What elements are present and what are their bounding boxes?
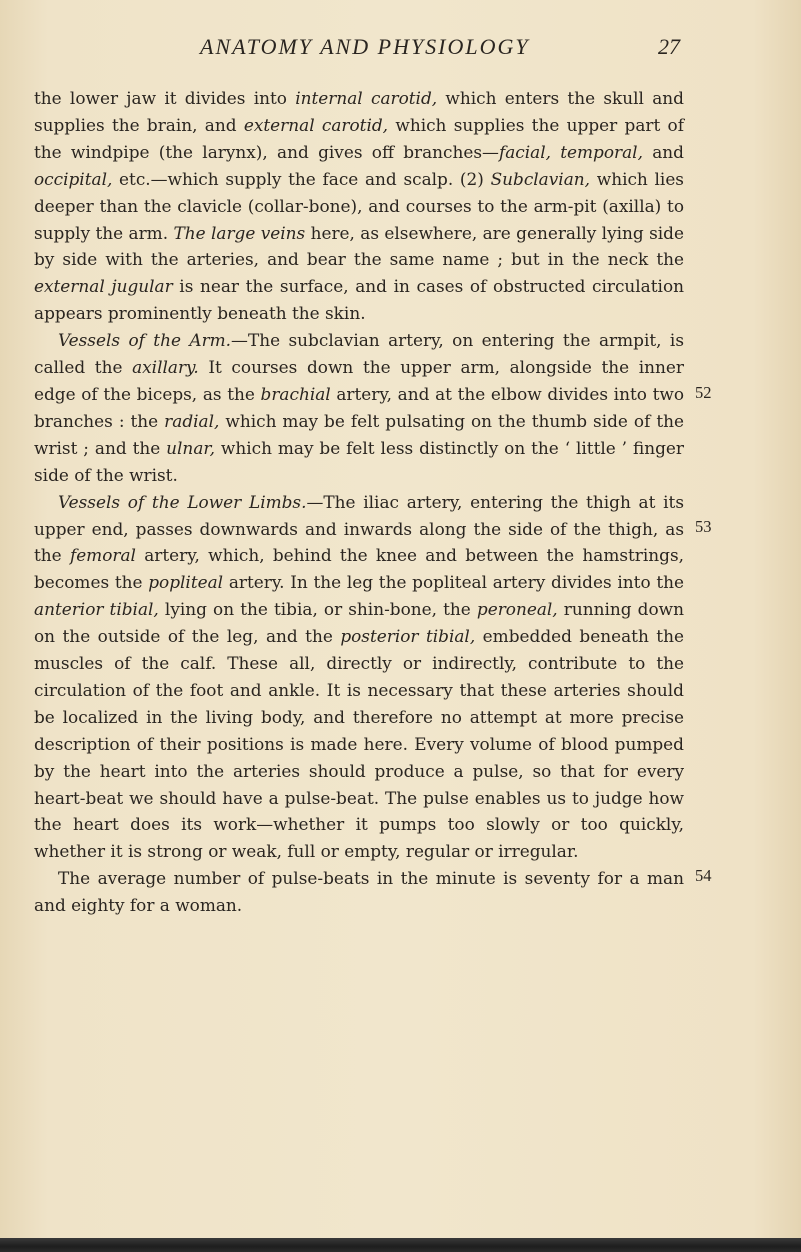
paragraph-vessels-of-lower-limbs: Vessels of the Lower Limbs.—The iliac artery, entering the thigh at its upper end, passes downwards and inwards along the side of the thigh, as the femoral artery, which, behind the knee and between the hamstrings, becomes the popliteal artery. In the leg the popliteal artery divides into the anterior tibial, lying on the tibia, or shin-bone, the peroneal, running down on the outside of the leg, and the posterior tibial, embedded beneath the muscles of the calf. These all, directly or indirectly, contribute to the circulation of the foot and ankle. It is necessary that these arteries should be localized in the living body, and therefore no attempt at more precise description of their positions is made here. Every volume of blood pumped by the heart into the arteries should produce a pulse, so that for every heart-beat we should have a pulse-beat. The pulse enables us to judge how the heart does its work—whether it pumps too slowly or too quickly, whether it is strong or weak, full or empty, regular or irregular. — [34, 491, 685, 862]
paragraph-vessels-of-arm: Vessels of the Arm.—The subclavian artery, on entering the armpit, is called the axillary. It courses down the upper arm, alongside the inner edge of the biceps, as the brachial artery, and at the elbow divides into two branches : the radial, which may be felt pulsating on the thumb side of the wrist ; and the ulnar, which may be felt less distinctly on the ‘ little ’ finger side of the wrist. — [34, 330, 685, 485]
running-title: ANATOMY AND PHYSIOLOGY — [200, 34, 530, 59]
margin-number-53: 53 — [695, 517, 712, 536]
page-bottom-edge — [0, 1238, 801, 1252]
margin-number-52: 52 — [695, 383, 712, 402]
margin-number-54: 54 — [695, 866, 712, 885]
paragraph-pulse-average: The average number of pulse-beats in the minute is seventy for a man and eighty for a woman. — [34, 868, 684, 916]
page-number: 27 — [658, 34, 680, 59]
running-header — [200, 34, 680, 64]
paragraph-neck-arteries: the lower jaw it divides into internal carotid, which enters the skull and supplies the brain, and external carotid, which supplies the upper part of the windpipe (the larynx), and gives off branches—facial, temporal, and occipital, etc.—which supply the face and scalp. (2) Subclavian, which lies deeper than the clavicle (collar-bone), and courses to the arm-pit (axilla) to supply the arm. The large veins here, as elsewhere, are generally lying side by side with the arteries, and bear the same name ; but in the neck the external jugular is near the surface, and in cases of obstructed circulation appears prominently beneath the skin. — [34, 88, 684, 324]
body-text — [34, 85, 684, 919]
